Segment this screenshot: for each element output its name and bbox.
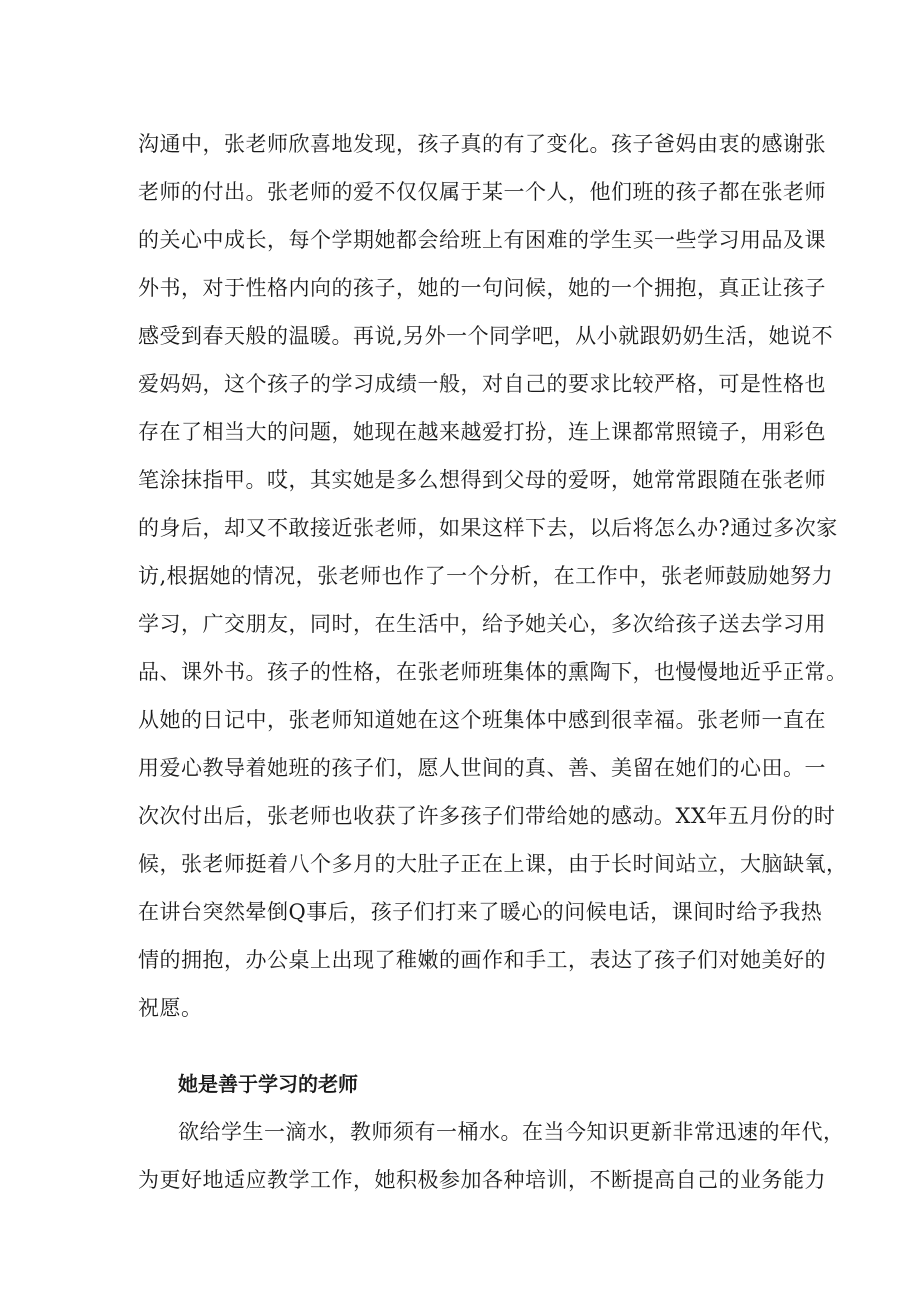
- paragraph-gap: [138, 1032, 798, 1060]
- text-line: 的身后，却又不敢接近张老师，如果这样下去，以后将怎么办?通过多次家: [138, 516, 838, 540]
- text-line: 在讲台突然晕倒Q事后，孩子们打来了暖心的问候电话，课间时给予我热: [138, 900, 823, 924]
- text-line: 的关心中成长，每个学期她都会给班上有困难的学生买一些学习用品及课: [138, 228, 826, 252]
- paragraph-2: [138, 1108, 845, 1204]
- text-line: 笔涂抹指甲。哎，其实她是多么想得到父母的爱呀，她常常跟随在张老师: [138, 468, 826, 492]
- text-line: 学习，广交朋友，同时，在生活中，给予她关心，多次给孩子送去学习用: [138, 612, 826, 636]
- text-line: 老师的付出。张老师的爱不仅仅属于某一个人，他们班的孩子都在张老师: [138, 180, 826, 204]
- document-body: [138, 120, 848, 1204]
- text-line: 次次付出后，张老师也收获了许多孩子们带给她的感动。XX年五月份的时: [138, 804, 836, 828]
- text-line: 爱妈妈，这个孩子的学习成绩一般，对自己的要求比较严格，可是性格也: [138, 372, 826, 396]
- text-line: 祝愿。: [138, 996, 203, 1020]
- section-heading: 她是善于学习的老师: [178, 1072, 358, 1096]
- paragraph-1: [138, 120, 848, 1032]
- text-line: 品、课外书。孩子的性格，在张老师班集体的熏陶下，也慢慢地近乎正常。: [138, 660, 848, 684]
- text-line: 存在了相当大的问题，她现在越来越爱打扮，连上课都常照镜子，用彩色: [138, 420, 826, 444]
- text-line: 从她的日记中，张老师知道她在这个班集体中感到很幸福。张老师一直在: [138, 708, 826, 732]
- text-line: 感受到春天般的温暖。再说,另外一个同学吧，从小就跟奶奶生活，她说不: [138, 324, 834, 348]
- text-line: 外书，对于性格内向的孩子，她的一句问候，她的一个拥抱，真正让孩子: [138, 276, 826, 300]
- text-line: 访,根据她的情况，张老师也作了一个分析，在工作中，张老师鼓励她努力: [138, 564, 834, 588]
- text-line: 情的拥抱，办公桌上出现了稚嫩的画作和手工，表达了孩子们对她美好的: [138, 948, 826, 972]
- text-line: 用爱心教导着她班的孩子们，愿人世间的真、善、美留在她们的心田。一: [138, 756, 826, 780]
- text-line: 为更好地适应教学工作，她积极参加各种培训，不断提高自己的业务能力: [138, 1168, 826, 1192]
- text-line: 沟通中，张老师欣喜地发现，孩子真的有了变化。孩子爸妈由衷的感谢张: [138, 132, 826, 156]
- text-line: 欲给学生一滴水，教师须有一桶水。在当今知识更新非常迅速的年代，: [178, 1120, 845, 1144]
- text-line: 候，张老师挺着八个多月的大肚子正在上课，由于长时间站立，大脑缺氧，: [138, 852, 848, 876]
